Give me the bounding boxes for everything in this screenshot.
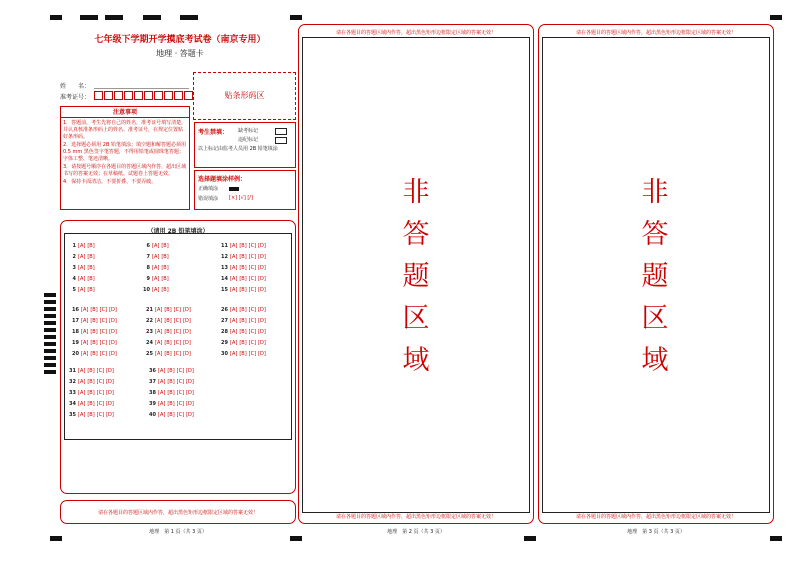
answer-bubble[interactable]: [A] [158,401,166,407]
answer-bubble[interactable]: [D] [106,379,114,385]
note-item: 1．答题前，考生先将自己的姓名，准考证号填写清楚，并认真核准条形码上的姓名、准考证号，在规定位置贴好条形码。 [63,120,187,140]
answer-row [145,351,193,357]
question-number: 28 [221,329,228,335]
answer-bubble[interactable]: [B] [90,329,98,335]
answer-bubble[interactable]: [A] [155,307,163,313]
answer-row [220,340,268,346]
answer-bubble[interactable]: [A] [81,329,89,335]
non-answer-char: 答 [402,219,430,250]
timing-mark [143,15,161,20]
answer-bubble[interactable]: [B] [164,351,172,357]
note-item: 2．选择题必须用 2B 铅笔填涂；填空题和解答题必须用 0.5 mm 黑色签字笔答题，不得用铅笔或圆珠笔答题；字体工整、笔迹清晰。 [63,142,186,162]
answer-bubble[interactable]: [A] [78,254,86,260]
answer-bubble[interactable]: [A] [230,351,238,357]
wrong-marks: [×] [√] [/] [229,195,253,201]
answer-bubble[interactable]: [C] [173,351,182,357]
answer-bubble[interactable]: [A] [78,243,86,249]
wrong-label: 错误填涂 [198,196,219,202]
question-number: 8 [146,265,150,271]
non-answer-char: 区 [402,303,430,334]
violation-mark-box[interactable] [275,137,287,144]
answer-row [71,351,119,357]
answer-row [68,368,116,374]
question-number: 16 [72,307,79,313]
correct-fill-sample [229,187,239,191]
answer-bubble[interactable]: [B] [87,412,95,418]
answer-row [68,265,97,271]
answer-row [71,340,119,346]
answer-bubble[interactable]: [A] [78,379,86,385]
answer-bubble[interactable]: [B] [161,276,169,282]
answer-bubble[interactable]: [D] [258,276,266,282]
question-number: 15 [221,287,228,293]
answer-bubble[interactable]: [A] [230,276,238,282]
missing-mark-label: 缺考标记 [238,128,259,134]
answer-bubble[interactable]: [A] [152,265,160,271]
answer-bubble[interactable]: [C] [176,390,185,396]
warning-text: 请在各题目的答题区域内作答，超出黑色矩形边框限定区域的答案无效！ [97,510,258,516]
answer-bubble[interactable]: [A] [78,368,86,374]
answer-row [145,307,193,313]
answer-bubble[interactable]: [A] [155,318,163,324]
answer-bubble[interactable]: [C] [96,379,105,385]
note-item: 3．请按题号顺序在各题目的答题区域内作答，超出区域书写的答案无效；在草稿纸、试题卷上答题无效。 [63,164,187,177]
id-field[interactable] [94,91,193,100]
question-number: 17 [72,318,79,324]
notes-list [63,120,187,187]
answer-row [148,401,196,407]
answer-bubble[interactable]: [A] [158,379,166,385]
note-item: 4．保持卡面清洁，不要折叠、不要弄破。 [63,179,157,185]
panel2-top-warning: 请在各题目的答题区域内作答，超出黑色矩形边框限定区域的答案无效！ [335,30,496,36]
answer-row [148,390,196,396]
answer-bubble[interactable]: [A] [78,265,86,271]
answer-row [71,307,119,313]
notes-title: 注意事项 [60,107,190,118]
answer-bubble[interactable]: [A] [155,340,163,346]
timing-mark [524,536,536,541]
answer-bubble[interactable]: [B] [164,307,172,313]
answer-bubble[interactable]: [C] [99,340,108,346]
answer-row [220,276,268,282]
answer-row [148,379,196,385]
answer-bubble[interactable]: [D] [183,351,191,357]
answer-bubble[interactable]: [D] [106,401,114,407]
answer-bubble[interactable]: [B] [164,329,172,335]
non-answer-char: 题 [641,261,669,292]
sample-title: 选择题填涂样例： [198,176,247,183]
question-number: 7 [146,254,150,260]
answer-bubble[interactable]: [B] [167,368,175,374]
timing-mark [50,536,62,541]
answer-bubble[interactable]: [D] [106,368,114,374]
answer-row [145,340,193,346]
answer-bubble[interactable]: [C] [173,307,182,313]
question-number: 37 [149,379,156,385]
answer-bubble[interactable]: [A] [155,351,163,357]
answer-row [71,318,119,324]
answer-bubble[interactable]: [A] [230,254,238,260]
non-answer-char: 题 [402,261,430,292]
answer-bubble[interactable]: [B] [161,243,169,249]
panel3-bottom-warning: 请在各题目的答题区域内作答，超出黑色矩形边框限定区域的答案无效！ [575,514,736,520]
answer-bubble[interactable]: [B] [239,351,247,357]
answer-row [68,243,97,249]
answer-bubble[interactable]: [A] [230,265,238,271]
forbidden-note: 以上标记由监考人员用 2B 铅笔填涂 [198,146,278,152]
question-number: 10 [143,287,150,293]
answer-bubble[interactable]: [B] [167,412,175,418]
answer-bubble[interactable]: [D] [183,340,191,346]
answer-bubble[interactable]: [A] [78,412,86,418]
answer-bubble[interactable]: [B] [90,340,98,346]
question-number: 35 [69,412,76,418]
correct-label: 正确填涂 [198,186,219,192]
answer-bubble[interactable]: [A] [81,351,89,357]
answer-bubble[interactable]: [B] [239,307,247,313]
answer-bubble[interactable]: [A] [230,307,238,313]
answer-row [220,318,268,324]
question-number: 12 [221,254,228,260]
answer-row [220,243,268,249]
answer-row [148,412,196,418]
answer-bubble[interactable]: [A] [155,329,163,335]
answer-bubble[interactable]: [D] [186,412,194,418]
answer-bubble[interactable]: [B] [239,243,247,249]
answer-row [68,390,116,396]
answer-bubble[interactable]: [A] [158,368,166,374]
answer-bubble[interactable]: [B] [239,265,247,271]
answer-bubble[interactable]: [A] [152,276,160,282]
question-number: 4 [72,276,76,282]
answer-bubble[interactable]: [D] [183,307,191,313]
answer-row [68,276,97,282]
answer-bubble[interactable]: [B] [167,379,175,385]
question-number: 22 [146,318,153,324]
answer-bubble[interactable]: [B] [239,287,247,293]
answer-bubble[interactable]: [C] [99,351,108,357]
answer-bubble[interactable]: [D] [258,351,266,357]
answer-row [220,287,268,293]
answer-row [220,265,268,271]
question-number: 21 [146,307,153,313]
question-number: 29 [221,340,228,346]
answer-bubble[interactable]: [D] [186,401,194,407]
answer-bubble[interactable]: [C] [96,401,105,407]
answer-row [142,276,171,282]
answer-bubble[interactable]: [D] [186,379,194,385]
answer-bubble[interactable]: [B] [87,379,95,385]
answer-bubble[interactable]: [A] [152,287,160,293]
answer-bubble[interactable]: [A] [230,329,238,335]
non-answer-char: 域 [402,345,430,376]
answer-row [142,265,171,271]
answer-bubble[interactable]: [C] [176,368,185,374]
answer-row [68,287,97,293]
answer-row [68,379,116,385]
page-footer: 地理 第 2 页（共 3 页） [387,529,445,535]
answer-row [68,401,116,407]
answer-bubble[interactable]: [A] [230,287,238,293]
answer-row [220,254,268,260]
answer-bubble[interactable]: [A] [230,243,238,249]
answer-row [71,329,119,335]
answer-bubble[interactable]: [C] [248,318,257,324]
answer-bubble[interactable]: [B] [90,351,98,357]
answer-bubble[interactable]: [B] [87,390,95,396]
timing-mark [290,536,302,541]
question-number: 14 [221,276,228,282]
answer-bubble[interactable]: [C] [248,265,257,271]
answer-bubble[interactable]: [C] [173,318,182,324]
answer-bubble[interactable]: [B] [239,329,247,335]
question-number: 23 [146,329,153,335]
answer-row [148,368,196,374]
answer-bubble[interactable]: [C] [99,307,108,313]
question-number: 25 [146,351,153,357]
timing-mark [80,15,98,20]
answer-bubble[interactable]: [B] [90,318,98,324]
answer-bubble[interactable]: [C] [248,276,257,282]
timing-mark [290,15,302,20]
question-number: 31 [69,368,76,374]
question-number: 27 [221,318,228,324]
answer-bubble[interactable]: [D] [106,412,114,418]
question-number: 2 [72,254,76,260]
side-timing-marks [44,293,56,377]
answer-bubble[interactable]: [A] [78,287,86,293]
timing-mark [50,15,62,20]
question-number: 19 [72,340,79,346]
answer-bubble[interactable]: [B] [87,368,95,374]
answer-bubble[interactable]: [C] [248,287,257,293]
answer-bubble[interactable]: [A] [152,254,160,260]
answer-bubble[interactable]: [C] [176,401,185,407]
answer-row [145,318,193,324]
answer-bubble[interactable]: [C] [173,340,182,346]
answer-row [142,287,171,293]
answer-row [145,329,193,335]
answer-bubble[interactable]: [D] [258,265,266,271]
answer-bubble[interactable]: [D] [258,307,266,313]
answer-bubble[interactable]: [C] [99,318,108,324]
answer-bubble[interactable]: [A] [78,401,86,407]
answer-bubble[interactable]: [C] [99,329,108,335]
answer-bubble[interactable]: [A] [230,318,238,324]
page-footer: 地理 第 3 页（共 3 页） [627,529,685,535]
answer-bubble[interactable]: [B] [161,254,169,260]
answer-bubble[interactable]: [D] [186,368,194,374]
answer-bubble[interactable]: [A] [158,412,166,418]
answer-bubble[interactable]: [C] [96,412,105,418]
answer-bubble[interactable]: [B] [239,340,247,346]
answer-bubble[interactable]: [D] [183,329,191,335]
answer-bubble[interactable]: [A] [158,390,166,396]
answer-bubble[interactable]: [D] [258,287,266,293]
answer-bubble[interactable]: [D] [258,329,266,335]
answer-bubble[interactable]: [C] [248,243,257,249]
question-number: 5 [72,287,76,293]
answer-bubble[interactable]: [C] [176,412,185,418]
page-subtitle: 地理 · 答题卡 [156,49,204,58]
answer-bubble[interactable]: [B] [239,318,247,324]
answer-row [220,351,268,357]
non-answer-char: 答 [641,219,669,250]
answer-bubble[interactable]: [B] [87,287,95,293]
answer-bubble[interactable]: [D] [258,243,266,249]
timing-mark [180,15,198,20]
answer-bubble[interactable]: [B] [87,276,95,282]
answer-bubble[interactable]: [B] [90,307,98,313]
answer-row [220,307,268,313]
non-answer-char: 区 [641,303,669,334]
answer-row [142,243,171,249]
answer-bubble[interactable]: [C] [248,351,257,357]
question-number: 30 [221,351,228,357]
violation-mark-label: 违纪标记 [238,137,259,143]
answer-bubble[interactable]: [B] [164,318,172,324]
panel2-bottom-warning: 请在各题目的答题区域内作答，超出黑色矩形边框限定区域的答案无效！ [335,514,496,520]
missing-mark-box[interactable] [275,128,287,135]
timing-mark [770,15,782,20]
answer-bubble[interactable]: [B] [87,401,95,407]
answer-instruction: （请用 2B 铅笔填涂） [147,228,209,235]
page-title: 七年级下学期开学摸底考试卷（南京专用） [94,35,266,45]
question-number: 38 [149,390,156,396]
question-number: 9 [146,276,150,282]
answer-bubble[interactable]: [C] [96,368,105,374]
answer-bubble[interactable]: [D] [258,254,266,260]
answer-bubble[interactable]: [A] [78,390,86,396]
answer-row [68,254,97,260]
answer-bubble[interactable]: [B] [167,390,175,396]
name-field[interactable] [94,88,189,89]
answer-bubble[interactable]: [B] [239,254,247,260]
answer-bubble[interactable]: [C] [248,340,257,346]
answer-bubble[interactable]: [D] [186,390,194,396]
answer-bubble[interactable]: [D] [106,390,114,396]
answer-bubble[interactable]: [B] [161,287,169,293]
question-number: 33 [69,390,76,396]
non-answer-char: 域 [641,345,669,376]
answer-row [142,254,171,260]
panel3-top-warning: 请在各题目的答题区域内作答，超出黑色矩形边框限定区域的答案无效！ [575,30,736,36]
question-number: 40 [149,412,156,418]
answer-bubble[interactable]: [A] [230,340,238,346]
answer-bubble[interactable]: [B] [167,401,175,407]
answer-bubble[interactable]: [C] [248,329,257,335]
answer-bubble[interactable]: [A] [81,318,89,324]
answer-bubble[interactable]: [B] [164,340,172,346]
answer-bubble[interactable]: [D] [183,318,191,324]
answer-bubble[interactable]: [A] [81,340,89,346]
question-number: 26 [221,307,228,313]
question-number: 6 [146,243,150,249]
id-label: 准考证号： [60,94,91,101]
question-number: 18 [72,329,79,335]
timing-mark [105,15,123,20]
question-number: 39 [149,401,156,407]
non-answer-char: 非 [641,177,669,208]
answer-bubble[interactable]: [C] [248,307,257,313]
answer-bubble[interactable]: [B] [239,276,247,282]
answer-bubble[interactable]: [C] [176,379,185,385]
answer-bubble[interactable]: [B] [161,265,169,271]
question-number: 20 [72,351,79,357]
answer-row [220,329,268,335]
question-number: 11 [221,243,228,249]
question-number: 3 [72,265,76,271]
page-footer: 地理 第 1 页（共 3 页） [149,529,207,535]
answer-row [68,412,116,418]
answer-bubble[interactable]: [C] [248,254,257,260]
non-answer-char: 非 [402,177,430,208]
name-label: 姓 名： [60,83,91,90]
answer-bubble[interactable]: [D] [109,340,117,346]
answer-bubble[interactable]: [B] [87,265,95,271]
answer-bubble[interactable]: [D] [258,318,266,324]
answer-bubble[interactable]: [A] [152,243,160,249]
question-number: 32 [69,379,76,385]
answer-bubble[interactable]: [A] [78,276,86,282]
answer-bubble[interactable]: [C] [173,329,182,335]
answer-bubble[interactable]: [C] [96,390,105,396]
answer-bubble[interactable]: [D] [109,329,117,335]
timing-mark [770,536,782,541]
answer-bubble[interactable]: [D] [109,351,117,357]
question-number: 1 [72,243,76,249]
answer-bubble[interactable]: [A] [81,307,89,313]
answer-bubble[interactable]: [D] [258,340,266,346]
question-number: 34 [69,401,76,407]
question-number: 24 [146,340,153,346]
answer-bubble[interactable]: [D] [109,318,117,324]
answer-bubble[interactable]: [D] [109,307,117,313]
question-number: 36 [149,368,156,374]
question-number: 13 [221,265,228,271]
forbidden-title: 考生禁填： [198,129,229,136]
barcode-label: 贴条形码区 [224,91,265,100]
answer-bubble[interactable]: [B] [87,254,95,260]
answer-bubble[interactable]: [B] [87,243,95,249]
